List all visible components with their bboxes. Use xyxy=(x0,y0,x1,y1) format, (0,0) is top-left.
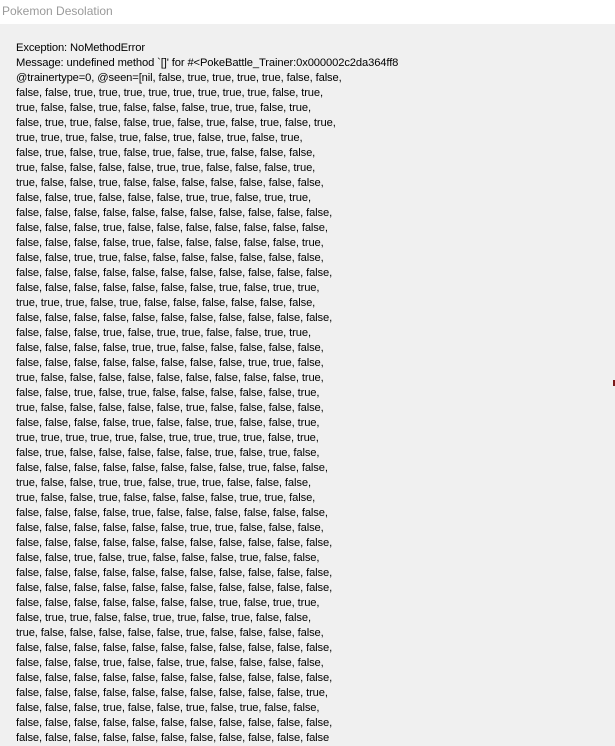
dump-line: false, false, false, false, false, false, false, false, false, false, false, xyxy=(16,582,333,594)
dump-line: false, false, false, false, false, false, false, false, false, false, false, xyxy=(16,537,333,549)
dump-line: @trainertype=0, @seen=[nil, false, true, true, true, true, false, false, xyxy=(16,72,342,84)
dump-line: true, false, false, true, false, false, false, false, false, false, false, xyxy=(16,177,324,189)
title-bar[interactable] xyxy=(0,0,615,24)
message-line: Message: undefined method `[]' for #<PokeBattle_Trainer:0x000002c2da364ff8 xyxy=(16,57,399,69)
error-message-area xyxy=(16,41,612,744)
dump-line: false, false, false, false, false, false, false, false, false, false, false, xyxy=(16,312,333,324)
dump-line: false, true, false, false, false, false, false, true, false, true, false, xyxy=(16,447,320,459)
dump-line: false, false, false, false, false, false, false, false, false, false, false, xyxy=(16,207,333,219)
dump-line: false, false, true, false, false, false, true, true, false, true, true, xyxy=(16,192,311,204)
dump-line: false, false, true, false, true, false, false, false, true, false, false, xyxy=(16,552,320,564)
dump-line: false, false, true, true, true, true, true, true, true, true, false, true, xyxy=(16,87,324,99)
dump-line: true, true, true, true, true, false, true, true, true, true, false, true, xyxy=(16,432,319,444)
dump-line: true, false, false, false, false, false, true, false, false, false, false, xyxy=(16,402,324,414)
dump-line: false, false, false, false, false, false, true, true, false, false, false, xyxy=(16,522,324,534)
dump-line: true, true, true, false, true, false, true, false, true, false, true, xyxy=(16,132,303,144)
dump-line: true, false, false, false, false, false, true, false, false, false, false, xyxy=(16,627,324,639)
dump-line: false, true, true, false, false, true, false, true, false, true, false, true, xyxy=(16,117,336,129)
dump-line: false, false, false, false, false, false, false, false, false, false, false, xyxy=(16,267,333,279)
dump-line: false, false, false, false, false, false, false, false, false, false, true, xyxy=(16,687,328,699)
window-title: Pokemon Desolation xyxy=(2,4,113,18)
dump-line: false, false, false, false, true, true, false, false, false, false, false, xyxy=(16,342,324,354)
dump-line: false, false, false, false, false, false, false, false, true, true, false, xyxy=(16,357,324,369)
dump-line: false, false, false, false, false, false, false, false, false, false, false, xyxy=(16,642,333,654)
dump-line: false, true, false, true, false, true, false, true, false, false, false, xyxy=(16,147,316,159)
dump-line: false, true, true, false, false, true, true, false, true, false, false, xyxy=(16,612,311,624)
dump-line: false, false, false, false, false, false, false, false, false, false, false, xyxy=(16,717,333,729)
dump-line: false, false, false, true, false, true, true, false, false, true, true, xyxy=(16,327,311,339)
dump-line: true, true, true, false, true, false, false, false, false, false, false, xyxy=(16,297,316,309)
dump-line: false, false, true, false, true, false, false, false, false, false, true, xyxy=(16,387,320,399)
dump-line: false, false, false, false, false, false, false, true, false, true, true, xyxy=(16,282,320,294)
dump-line: true, false, false, false, false, true, true, false, false, false, true, xyxy=(16,162,316,174)
dump-line: false, false, false, false, false, false, false, false, false, false, false xyxy=(16,732,330,744)
dump-line: false, false, false, false, false, false, false, true, false, true, true, xyxy=(16,597,320,609)
dump-line: true, false, false, true, true, false, true, true, false, false, false, xyxy=(16,477,311,489)
dump-line: false, false, false, true, false, false, false, false, false, false, false, xyxy=(16,222,328,234)
dump-line: false, false, false, false, true, false, false, false, false, false, false, xyxy=(16,507,328,519)
exception-line: Exception: NoMethodError xyxy=(16,42,145,54)
dump-line: false, false, false, false, false, false, false, false, true, false, false, xyxy=(16,462,328,474)
dump-line: false, false, false, false, true, false, false, false, false, false, true, xyxy=(16,237,324,249)
dump-line: false, false, true, true, false, false, false, false, false, false, false, xyxy=(16,252,324,264)
dump-line: false, false, false, false, false, false, false, false, false, false, false, xyxy=(16,567,333,579)
dump-line: false, false, false, true, false, false, true, false, true, false, false, xyxy=(16,702,320,714)
dump-line: false, false, false, false, false, false, false, false, false, false, false, xyxy=(16,672,333,684)
dump-line: true, false, false, true, false, false, false, false, true, true, false, xyxy=(16,492,316,504)
dump-line: false, false, false, true, false, false, true, false, false, false, false, xyxy=(16,657,324,669)
dump-line: true, false, false, true, false, false, false, true, true, false, true, xyxy=(16,102,311,114)
trainer-dump xyxy=(16,71,612,746)
dump-line: false, false, false, false, true, false, false, true, false, false, true, xyxy=(16,417,320,429)
dump-line: true, false, false, false, false, false, false, false, false, false, true, xyxy=(16,372,324,384)
